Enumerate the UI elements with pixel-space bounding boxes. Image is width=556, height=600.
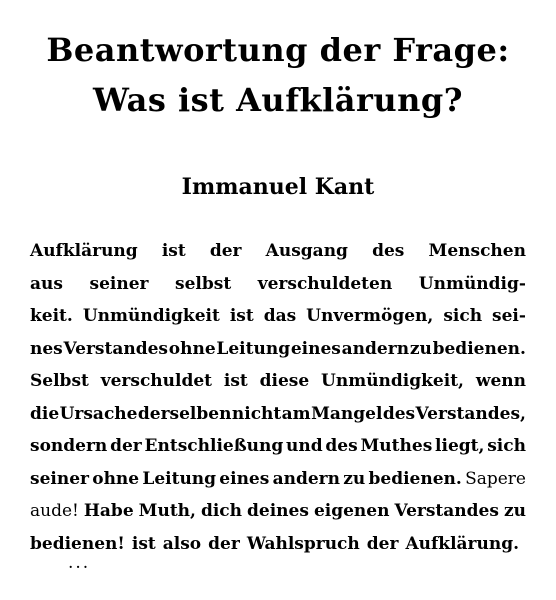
paragraph-line (30, 533, 526, 555)
paragraph-word: keit. (30, 306, 73, 326)
paragraph-word: am (281, 403, 311, 424)
paragraph-word: der (110, 436, 142, 456)
continuation-ellipsis: ... (68, 553, 91, 573)
paragraph-line (30, 338, 526, 360)
paragraph-word: Selbst (30, 371, 89, 391)
paragraph-word: aude! (30, 501, 79, 521)
paragraph-word: ist (161, 241, 186, 261)
paragraph-word: zu (409, 338, 432, 359)
paragraph-word: eigenen (313, 501, 390, 521)
paragraph-word: des (372, 241, 405, 261)
paragraph-word: des (382, 403, 416, 424)
paragraph-line (30, 370, 526, 392)
paragraph-word: derselben (137, 403, 232, 424)
paragraph-line (30, 468, 526, 490)
paragraph-word: wenn (475, 371, 526, 391)
paragraph-word: eines (219, 468, 270, 489)
paragraph-word: Menschen (428, 241, 526, 261)
paragraph-word: sich (487, 436, 526, 456)
paragraph-word: Wahlspruch (246, 533, 360, 554)
paragraph-word: der (209, 241, 242, 261)
paragraph-word: Leitung (216, 338, 291, 359)
paragraph-word: Unmündig- (418, 273, 526, 294)
paragraph-word: Unmündigkeit, (321, 371, 464, 391)
paragraph-line (30, 240, 526, 262)
paragraph-word: Entschließung (144, 436, 284, 456)
paragraph-word: Aufklärung (30, 241, 138, 261)
paragraph-word: Leitung (142, 468, 217, 489)
paragraph-line (30, 500, 526, 522)
paragraph-word: zu (343, 468, 366, 489)
paragraph-word: Muthes (360, 436, 433, 456)
paragraph-word: des (325, 436, 358, 456)
paragraph-word: zu (503, 501, 526, 521)
paragraph-word: ist (223, 371, 248, 391)
paragraph-word: verschuldeten (257, 273, 393, 294)
title-line-2: Was ist Aufklärung? (92, 81, 464, 119)
paragraph-word: ist (131, 533, 156, 554)
paragraph-word: der (208, 533, 240, 554)
paragraph-word: Unvermögen, (306, 306, 434, 326)
paragraph-word: Sapere (465, 468, 526, 489)
paragraph-word: Ursache (59, 403, 138, 424)
paragraph-word: ohne (168, 338, 216, 359)
paragraph-word: die (30, 403, 60, 424)
paragraph-word: Ausgang (265, 241, 348, 261)
paragraph-word: verschuldet (100, 371, 213, 391)
paragraph-word: ist (229, 306, 254, 326)
paragraph-word: liegt, (435, 436, 485, 456)
paragraph-word: diese (259, 371, 310, 391)
paragraph-word: das (263, 306, 297, 326)
paragraph-word: Aufklärung. (405, 533, 520, 554)
paragraph-word: bedienen. (432, 338, 526, 359)
paragraph-word: deines (247, 501, 309, 521)
paragraph-word: Unmündigkeit (82, 306, 220, 326)
paragraph-word: dich (200, 501, 243, 521)
paragraph-word: seiner (89, 273, 149, 294)
paragraph-word: bedienen. (368, 468, 462, 489)
paragraph-line (30, 435, 526, 457)
paragraph-word: andern (341, 338, 410, 359)
paragraph-word: Mangel (311, 403, 383, 424)
paragraph-word: eines (290, 338, 341, 359)
title-line-1: Beantwortung der Frage: (46, 31, 510, 69)
paragraph-word: sondern (30, 436, 108, 456)
paragraph-word: seiner (30, 468, 89, 489)
author-name: Immanuel Kant (181, 174, 375, 200)
paragraph-word: der (366, 533, 399, 554)
paragraph-line (30, 273, 526, 295)
paragraph-word: Verstandes, (415, 403, 526, 424)
paragraph-word: Habe (83, 501, 134, 521)
paragraph-word: nicht (231, 403, 282, 424)
paragraph-word: sich (443, 306, 483, 326)
paragraph-word: Muth, (138, 501, 196, 521)
paragraph-word: nes (30, 338, 63, 359)
paragraph-word: Verstandes (63, 338, 168, 359)
paragraph-word: selbst (175, 273, 232, 294)
paragraph-word: sei- (492, 306, 526, 326)
paragraph-word: bedienen! (30, 533, 125, 554)
paragraph-word: und (286, 436, 323, 456)
paragraph-line (30, 403, 526, 425)
paragraph-line (30, 305, 526, 327)
paragraph-word: ohne (92, 468, 140, 489)
paragraph-word: aus (30, 273, 63, 294)
paragraph-word: andern (272, 468, 340, 489)
paragraph-word: Verstandes (394, 501, 499, 521)
paragraph-word: also (162, 533, 202, 554)
